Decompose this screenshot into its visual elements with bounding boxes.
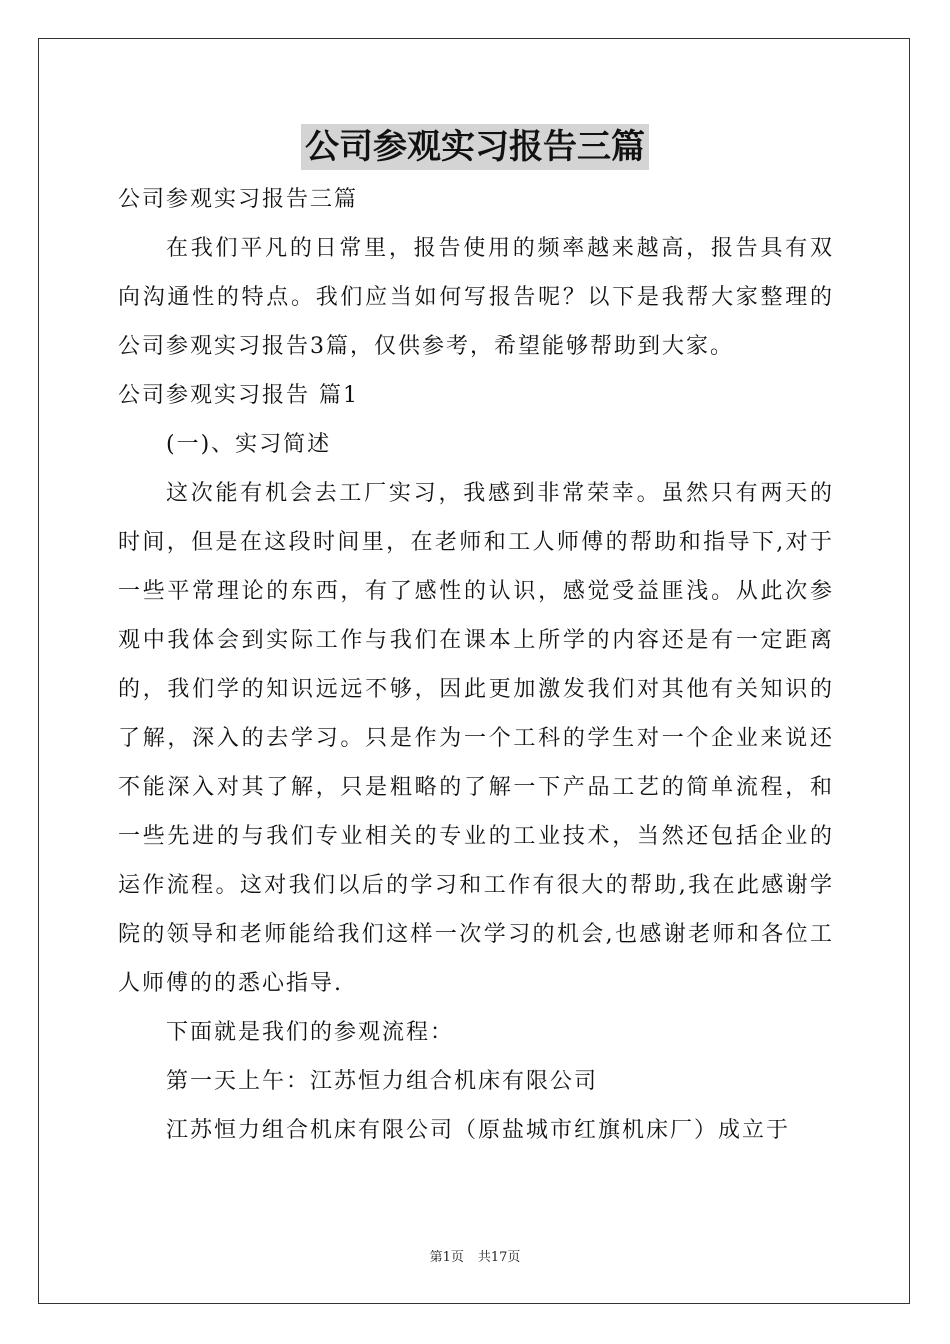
document-title: 公司参观实习报告三篇 (301, 124, 649, 170)
subsection-heading: (一)、实习简述 (166, 432, 332, 457)
page-number: 第1页 (429, 1250, 464, 1265)
company-paragraph: 江苏恒力组合机床有限公司（原盐城市红旗机床厂）成立于 (166, 1118, 791, 1143)
document-subtitle: 公司参观实习报告三篇 (118, 187, 359, 212)
page-footer (0, 1246, 950, 1265)
section-heading: 公司参观实习报告 篇1 (118, 383, 359, 408)
title-container (0, 124, 950, 170)
page-total: 共17页 (477, 1250, 521, 1265)
document-body (118, 175, 834, 1155)
intro-paragraph: 在我们平凡的日常里，报告使用的频率越来越高，报告具有双向沟通性的特点。我们应当如何写报告呢？以下是我帮大家整理的公司参观实习报告3篇，仅供参考，希望能够帮助到大家。 (118, 236, 834, 359)
body-paragraph: 这次能有机会去工厂实习，我感到非常荣幸。虽然只有两天的时间，但是在这段时间里，在老师和工人师傅的帮助和指导下,对于一些平常理论的东西，有了感性的认识，感觉受益匪浅。从此次参观中我体会到实际工作与我们在课本上所学的内容还是有一定距离的，我们学的知识远远不够，因此更加激发我们对其他有关知识的了解，深入的去学习。只是作为一个工科的学生对一个企业来说还不能深入对其了解，只是粗略的了解一下产品工艺的简单流程，和一些先进的与我们专业相关的专业的工业技术，当然还包括企业的运作流程。这对我们以后的学习和工作有很大的帮助,我在此感谢学院的领导和老师能给我们这样一次学习的机会,也感谢老师和各位工人师傅的的悉心指导. (118, 481, 834, 996)
process-intro: 下面就是我们的参观流程： (166, 1020, 455, 1045)
day-one-heading: 第一天上午：江苏恒力组合机床有限公司 (166, 1069, 599, 1094)
